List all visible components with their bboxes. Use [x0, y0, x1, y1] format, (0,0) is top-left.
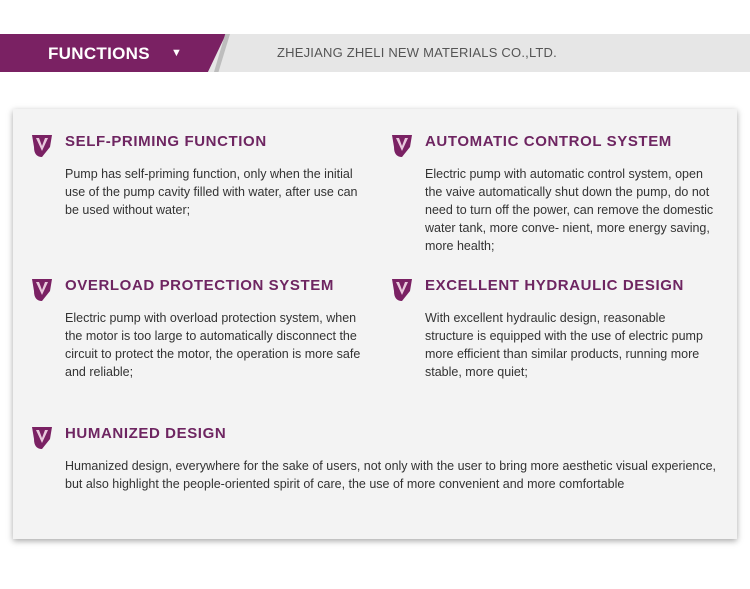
functions-panel	[13, 109, 737, 539]
section-title: FUNCTIONS	[48, 44, 150, 63]
v-shield-icon	[31, 133, 53, 159]
feature-text: Humanized design, everywhere for the sake of users, not only with the user to bring more aesthetic visual experience, but also highlight the people-oriented spirit of care, the use of more convenient and more comfortable	[65, 459, 717, 491]
v-shield-icon	[31, 425, 53, 451]
feature-title: HUMANIZED DESIGN	[65, 425, 227, 442]
feature-automatic-control	[391, 133, 731, 263]
v-shield-icon	[31, 277, 53, 303]
feature-title: OVERLOAD PROTECTION SYSTEM	[65, 277, 334, 294]
feature-text: Electric pump with overload protection system, when the motor is too large to automatically disconnect the circuit to protect the motor, the operation is more safe and reliable;	[65, 311, 361, 379]
feature-title: EXCELLENT HYDRAULIC DESIGN	[425, 277, 684, 294]
feature-title: SELF-PRIMING FUNCTION	[65, 133, 267, 150]
v-shield-icon	[391, 277, 413, 303]
feature-text: Electric pump with automatic control system, open the vaive automatically shut down the pump, do not need to turn off the power, can remove the domestic water tank, more conve- nient, more energy saving, more health;	[425, 167, 714, 253]
caret-down-icon[interactable]: ▼	[171, 47, 182, 59]
v-shield-icon	[391, 133, 413, 159]
company-name: ZHEJIANG ZHELI NEW MATERIALS CO.,LTD.	[277, 45, 557, 60]
feature-humanized-design	[31, 425, 731, 515]
feature-text: With excellent hydraulic design, reasonable structure is equipped with the use of electric pump more efficient than similar products, running more stable, more quiet;	[425, 311, 703, 379]
feature-hydraulic-design	[391, 277, 731, 387]
feature-self-priming	[31, 133, 361, 223]
feature-overload-protection	[31, 277, 381, 387]
feature-title: AUTOMATIC CONTROL SYSTEM	[425, 133, 672, 150]
feature-text: Pump has self-priming function, only when the initial use of the pump cavity filled with water, after use can be used without water;	[65, 167, 358, 217]
